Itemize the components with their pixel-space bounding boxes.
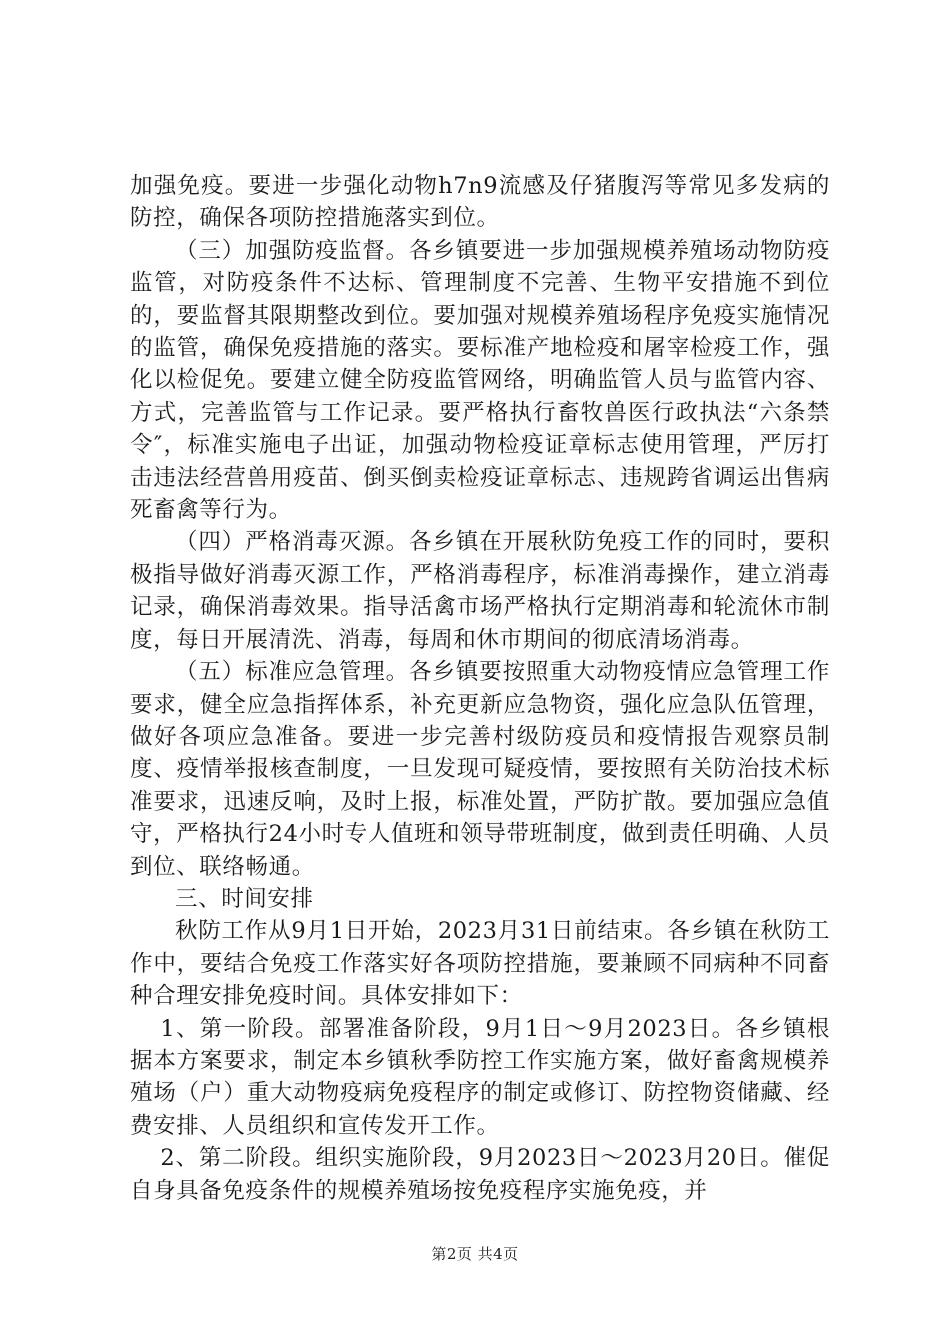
- heading-time-schedule: 三、时间安排: [175, 885, 314, 912]
- paragraph-section-5-emergency: （五）标准应急管理。各乡镇要按照重大动物疫情应急管理工作要求，健全应急指挥体系，补充更新应急物资，强化应急队伍管理，做好各项应急准备。要进一步完善村级防疫员和疫情报告观察员制度、疫情举报核查制度，一旦发现可疑疫情，要按照有关防治技术标准要求，迅速反响，及时上报，标准处置，严防扩散。要加强应急值守，严格执行24小时专人值班和领导带班制度，做到责任明确、人员到位、联络畅通。: [130, 659, 830, 880]
- paragraph-continuation: 加强免疫。要进一步强化动物h7n9流感及仔猪腹泻等常见多发病的防控，确保各项防控措施落实到位。: [130, 173, 830, 232]
- paragraph-schedule-intro: 秋防工作从9月1日开始，2023月31日前结束。各乡镇在秋防工作中，要结合免疫工作落实好各项防控措施，要兼顾不同病种不同畜种合理安排免疫时间。具体安排如下：: [130, 918, 830, 1010]
- page-footer: 第2页 共4页: [431, 1245, 519, 1263]
- paragraph-section-3-supervision: （三）加强防疫监督。各乡镇要进一步加强规模养殖场动物防疫监管，对防疫条件不达标、管理制度不完善、生物平安措施不到位的，要监督其限期整改到位。要加强对规模养殖场程序免疫实施情况的监管，确保免疫措施的落实。要标准产地检疫和屠宰检疫工作，强化以检促免。要建立健全防疫监管网络，明确监管人员与监管内容、方式，完善监管与工作记录。要严格执行畜牧兽医行政执法“六条禁令″，标准实施电子出证，加强动物检疫证章标志使用管理，严厉打击违法经营兽用疫苗、倒买倒卖检疫证章标志、违规跨省调运出售病死畜禽等行为。: [130, 237, 830, 524]
- paragraph-stage-1: 1、第一阶段。部署准备阶段，9月1日～9月2023日。各乡镇根据本方案要求，制定本乡镇秋季防控工作实施方案，做好畜禽规模养殖场（户）重大动物疫病免疫程序的制定或修订、防控物资储藏、经费安排、人员组织和宣传发开工作。: [130, 1015, 830, 1139]
- paragraph-stage-2: 2、第二阶段。组织实施阶段，9月2023日～2023月20日。催促自身具备免疫条件的规模养殖场按免疫程序实施免疫，并: [130, 1145, 830, 1204]
- document-body: [130, 170, 830, 1207]
- paragraph-section-4-disinfection: （四）严格消毒灭源。各乡镇在开展秋防免疫工作的同时，要积极指导做好消毒灭源工作，严格消毒程序，标准消毒操作，建立消毒记录，确保消毒效果。指导活禽市场严格执行定期消毒和轮流休市制度，每日开展清洗、消毒，每周和休市期间的彻底清场消毒。: [130, 529, 830, 653]
